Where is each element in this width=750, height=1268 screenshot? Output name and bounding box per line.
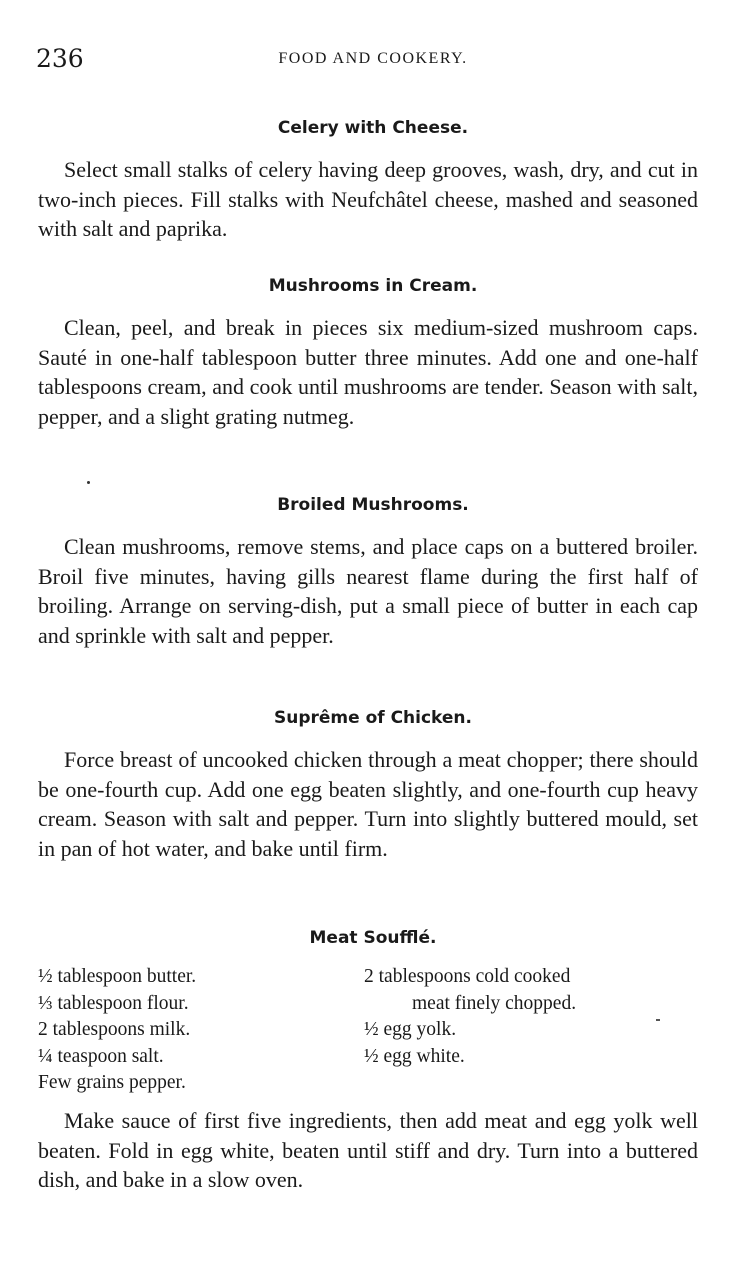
- ink-speck: [656, 1019, 660, 1021]
- recipe-heading-celery: Celery with Cheese.: [277, 118, 469, 138]
- recipe-text-mushrooms-cream: Clean, peel, and break in pieces six medium-sized mushroom caps. Sauté in one-half tablespoon butter three minutes. Add one and one-half tablespoons cream, and cook until mushrooms are tender. Season with salt, pepper, and a slight grating nutmeg.: [38, 315, 698, 429]
- ingredient-item: ⅓ tablespoon flour.: [38, 992, 189, 1014]
- ink-speck: [87, 481, 90, 484]
- recipe-heading-supreme-chicken: Suprême of Chicken.: [273, 708, 472, 728]
- recipe-heading-broiled-mushrooms: Broiled Mushrooms.: [277, 495, 469, 515]
- ingredient-item: ½ tablespoon butter.: [38, 966, 197, 987]
- ingredient-item: ¼ teaspoon salt.: [38, 1045, 164, 1067]
- running-title: FOOD AND COOKERY.: [278, 50, 468, 67]
- ingredient-item: ½ egg yolk.: [364, 1019, 457, 1040]
- ingredient-item: ½ egg white.: [364, 1045, 465, 1067]
- ingredient-item: Few grains pepper.: [38, 1072, 186, 1093]
- ingredient-item: 2 tablespoons cold cooked: [364, 966, 571, 987]
- page-number: 236: [36, 44, 84, 73]
- running-head: [36, 44, 710, 74]
- recipe-heading-meat-souffle: Meat Soufflé.: [309, 928, 437, 948]
- recipe-text-broiled-mushrooms: Clean mushrooms, remove stems, and place caps on a buttered broiler. Broil five minutes, having gills nearest flame during the first half of broiling. Arrange on serving-dish, put a small piece of butter in each cap and sprinkle with salt and pepper.: [38, 534, 698, 648]
- ingredients-left-column: [38, 964, 196, 1097]
- recipe-text-meat-souffle: Make sauce of first five ingredients, then add meat and egg yolk well beaten. Fold in egg white, beaten until stiff and dry. Turn into a buttered dish, and bake in a slow oven.: [38, 1108, 698, 1192]
- ingredient-item: 2 tablespoons milk.: [38, 1019, 191, 1040]
- recipe-text-supreme-chicken: Force breast of uncooked chicken through a meat chopper; there should be one-fourth cup. Add one egg beaten slightly, and one-fourth cup heavy cream. Season with salt and pepper. Turn into slightly buttered mould, set in pan of hot water, and bake until firm.: [38, 747, 698, 861]
- recipe-heading-mushrooms-cream: Mushrooms in Cream.: [268, 276, 478, 296]
- recipe-text-celery: Select small stalks of celery having deep grooves, wash, dry, and cut in two-inch pieces. Fill stalks with Neufchâtel cheese, mashed and seasoned with salt and paprika.: [38, 157, 698, 241]
- ingredient-item-continuation: meat finely chopped.: [412, 992, 577, 1014]
- ingredients-right-column: [364, 964, 576, 1070]
